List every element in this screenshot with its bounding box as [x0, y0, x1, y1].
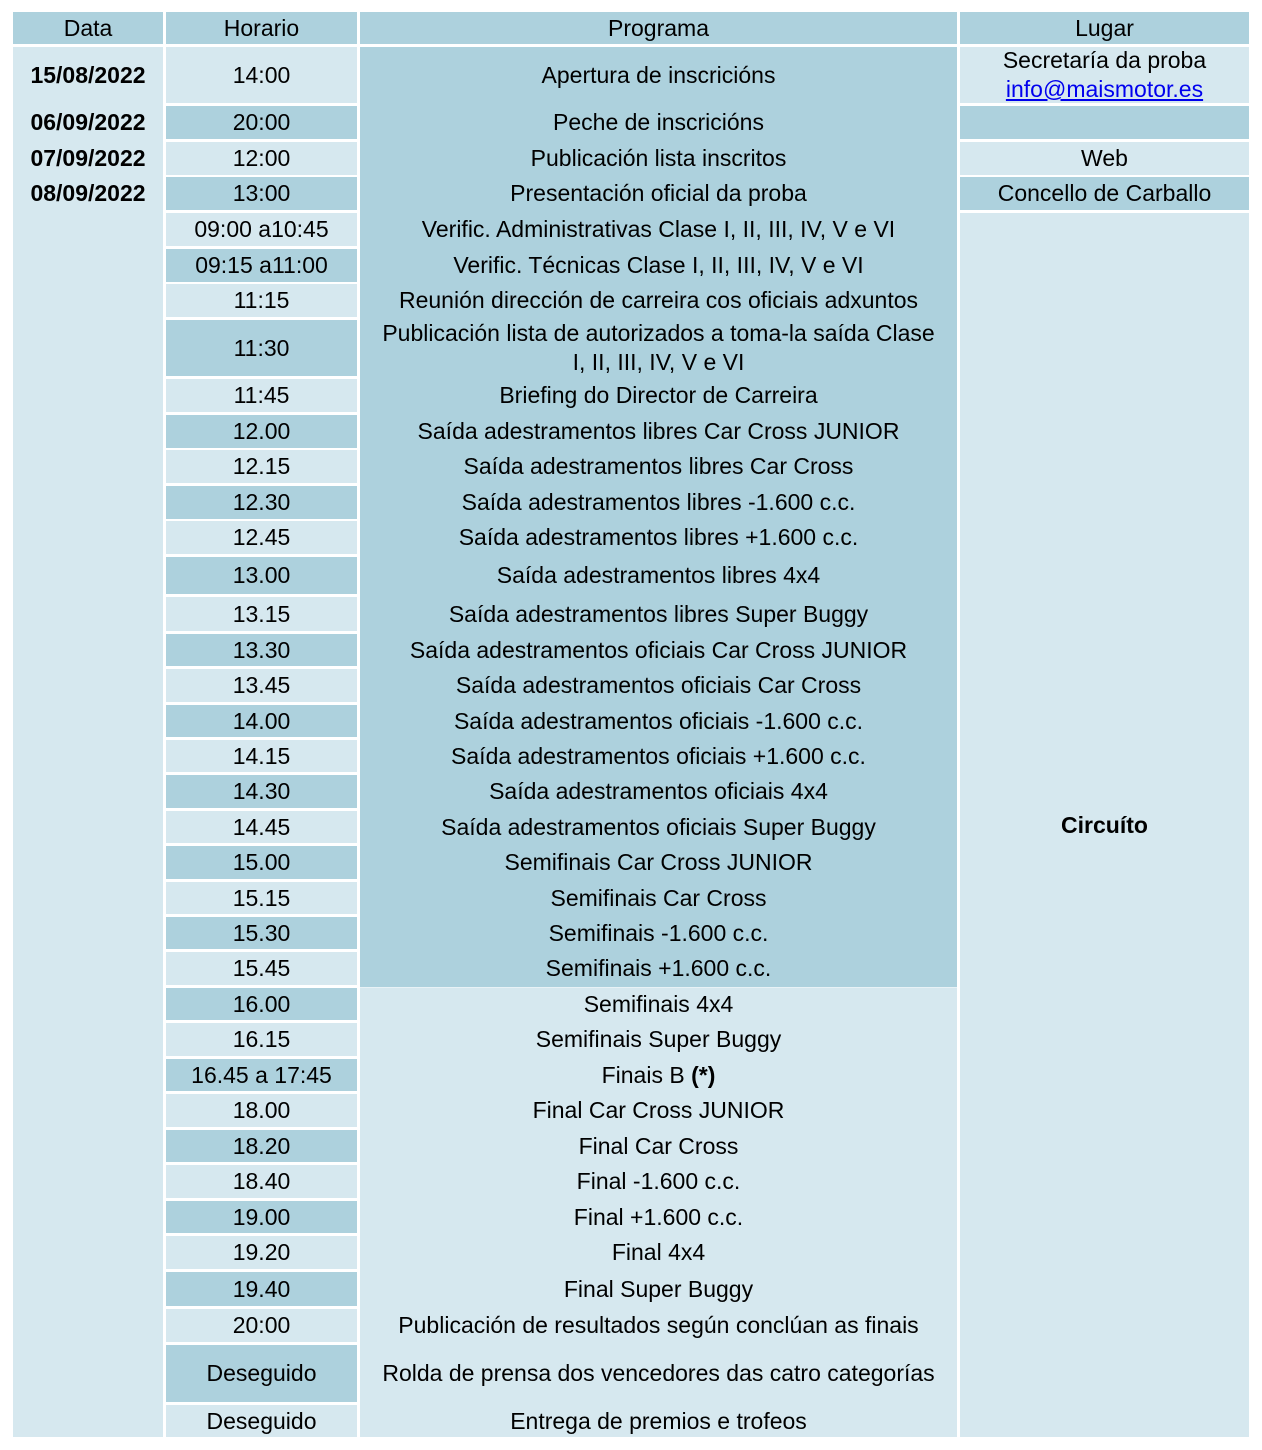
programa-text: Saída adestramentos oficiais -1.600 c.c.: [453, 707, 864, 734]
programa-text: Verific. Técnicas Clase I, II, III, IV, V e VI: [453, 252, 864, 278]
horario-cell: 15.45: [166, 952, 357, 985]
programa-text: Saída adestramentos libres Car Cross JUNIOR: [417, 418, 900, 444]
horario-cell: 11:15: [166, 284, 357, 317]
programa-note: (*): [691, 1061, 716, 1088]
horario-cell: 09:00 a10:45: [166, 213, 357, 246]
horario-cell: 14.45: [166, 811, 357, 843]
programa-cell: [375, 775, 942, 808]
programa-text: Saída adestramentos oficiais +1.600 c.c.: [451, 742, 866, 769]
programa-cell: [375, 1272, 942, 1306]
horario-cell: 13.45: [166, 669, 357, 702]
lugar-secretaria-label: Secretaría da proba: [1002, 47, 1207, 73]
programa-text: Semifinais Super Buggy: [535, 1026, 782, 1052]
horario-cell: 15.15: [166, 882, 357, 914]
programa-cell: [375, 1165, 942, 1198]
horario-cell: 15.00: [166, 846, 357, 879]
programa-cell: [375, 846, 942, 879]
programa-text: Saída adestramentos oficiais 4x4: [489, 778, 828, 804]
header-horario: Horario: [166, 12, 357, 44]
horario-cell: 16.00: [166, 988, 357, 1020]
programa-text: Publicación lista de autorizados a toma-la saída Clase I, II, III, IV, V e VI: [382, 320, 935, 375]
horario-cell: 18.40: [166, 1165, 357, 1198]
programa-cell: [375, 705, 942, 737]
programa-cell: [375, 952, 942, 985]
lugar-circuito: Circuíto: [960, 213, 1249, 1437]
date-3: 07/09/2022: [30, 145, 146, 171]
date-2: 06/09/2022: [30, 109, 146, 135]
programa-text: Reunión dirección de carreira cos oficiais adxuntos: [398, 287, 919, 313]
lugar-concello: Concello de Carballo: [960, 177, 1249, 210]
programa-text: Entrega de premios e trofeos: [510, 1407, 807, 1434]
programa-text: Final Car Cross: [578, 1132, 739, 1159]
programa-cell: [375, 597, 942, 631]
horario-cell: 16.15: [166, 1023, 357, 1056]
programa-cell: [375, 213, 942, 246]
programa-text: Publicación lista inscritos: [530, 145, 787, 171]
programa-cell: [375, 486, 942, 519]
programa-cell: [375, 521, 942, 554]
horario-cell: 15.30: [166, 917, 357, 949]
horario-cell: 18.20: [166, 1130, 357, 1162]
programa-text: Final Car Cross JUNIOR: [532, 1097, 785, 1123]
programa-text: Semifinais +1.600 c.c.: [545, 955, 772, 981]
programa-text: Briefing do Director de Carreira: [499, 382, 818, 408]
programa-cell: [375, 1345, 942, 1402]
programa-text: Semifinais Car Cross JUNIOR: [504, 849, 813, 875]
email-link[interactable]: info@maismotor.es: [1005, 76, 1204, 102]
programa-cell: [375, 1094, 942, 1127]
programa-cell: [375, 1405, 942, 1437]
programa-text: Saída adestramentos libres Super Buggy: [448, 600, 869, 627]
programa-text: Saída adestramentos libres Car Cross: [463, 453, 854, 479]
programa-cell: [375, 1236, 942, 1269]
programa-cell: [375, 1130, 942, 1162]
horario-cell: 14.30: [166, 775, 357, 808]
programa-text: Publicación de resultados según conclúan as finais: [398, 1312, 919, 1338]
header-data: Data: [13, 12, 163, 44]
date-4: 08/09/2022: [30, 180, 146, 206]
horario-cell: 12.45: [166, 521, 357, 554]
programa-cell: [375, 882, 942, 914]
programa-text: Semifinais 4x4: [583, 990, 734, 1017]
lugar-empty: [960, 106, 1249, 139]
programa-cell: [375, 811, 942, 843]
programa-cell: [375, 1309, 942, 1342]
programa-text: Final -1.600 c.c.: [576, 1168, 741, 1194]
horario-cell: 11:30: [166, 320, 357, 376]
horario-cell: 14:00: [166, 47, 357, 103]
horario-cell: 13.15: [166, 597, 357, 631]
programa-text: Saída adestramentos libres -1.600 c.c.: [461, 489, 856, 515]
programa-text: Final 4x4: [611, 1239, 706, 1265]
horario-cell: 20:00: [166, 1309, 357, 1342]
programa-cell: [375, 415, 942, 448]
horario-cell: 09:15 a11:00: [166, 249, 357, 282]
horario-cell: 12:00: [166, 142, 357, 175]
programa-cell: [375, 557, 942, 594]
programa-cell: [375, 988, 942, 1020]
header-lugar: Lugar: [960, 12, 1249, 44]
header-programa: Programa: [360, 12, 957, 44]
horario-cell: 11:45: [166, 379, 357, 412]
programa-cell: [375, 106, 942, 139]
programa-cell: [375, 634, 942, 666]
horario-cell: Deseguido: [166, 1405, 357, 1437]
programa-cell: [375, 1023, 942, 1056]
horario-cell: 20:00: [166, 106, 357, 139]
programa-cell: [375, 669, 942, 702]
programa-cell: [375, 47, 942, 103]
programa-text: Semifinais -1.600 c.c.: [548, 919, 769, 946]
horario-cell: 19.40: [166, 1272, 357, 1306]
programa-text: Verific. Administrativas Clase I, II, III, IV, V e VI: [421, 216, 896, 242]
horario-cell: Deseguido: [166, 1345, 357, 1402]
programa-text: Peche de inscricións: [553, 109, 764, 135]
programa-cell: [375, 1201, 942, 1233]
programa-text: Presentación oficial da proba: [510, 180, 807, 206]
programa-cell: [375, 1059, 942, 1091]
horario-cell: 16.45 a 17:45: [166, 1059, 357, 1091]
programa-cell: [375, 379, 942, 412]
programa-cell: [375, 320, 942, 376]
programa-cell: [375, 740, 942, 772]
horario-cell: 12.15: [166, 450, 357, 483]
horario-cell: 14.00: [166, 705, 357, 737]
horario-cell: 19.00: [166, 1201, 357, 1233]
horario-cell: 12.30: [166, 486, 357, 519]
horario-cell: 14.15: [166, 740, 357, 772]
programa-text: Saída adestramentos libres 4x4: [496, 562, 821, 588]
horario-cell: 19.20: [166, 1236, 357, 1269]
horario-cell: 13.00: [166, 557, 357, 594]
horario-cell: 13.30: [166, 634, 357, 666]
programa-cell: [375, 450, 942, 483]
date-1: 15/08/2022: [30, 61, 146, 88]
programa-text: Saída adestramentos libres +1.600 c.c.: [458, 524, 859, 550]
programa-cell: [375, 284, 942, 317]
lugar-web: Web: [960, 142, 1249, 175]
programa-text: Final +1.600 c.c.: [573, 1203, 744, 1230]
lugar-secretaria: [960, 47, 1249, 103]
horario-cell: 12.00: [166, 415, 357, 448]
horario-cell: 13:00: [166, 177, 357, 210]
programa-cell: [375, 249, 942, 282]
programa-cell: [375, 142, 942, 175]
programa-cell: [375, 177, 942, 210]
data-column: [13, 47, 163, 1437]
programa-text: Semifinais Car Cross: [550, 884, 767, 911]
programa-text: Finais B: [601, 1061, 685, 1088]
programa-cell: [375, 917, 942, 949]
programa-text: Rolda de prensa dos vencedores das catro categorías: [382, 1360, 935, 1386]
horario-cell: 18.00: [166, 1094, 357, 1127]
programa-text: Final Super Buggy: [563, 1275, 754, 1302]
programa-text: Apertura de inscricións: [541, 61, 776, 88]
programa-text: Saída adestramentos oficiais Super Buggy: [441, 813, 876, 840]
programa-text: Saída adestramentos oficiais Car Cross JUNIOR: [409, 636, 908, 663]
programa-text: Saída adestramentos oficiais Car Cross: [455, 672, 862, 698]
